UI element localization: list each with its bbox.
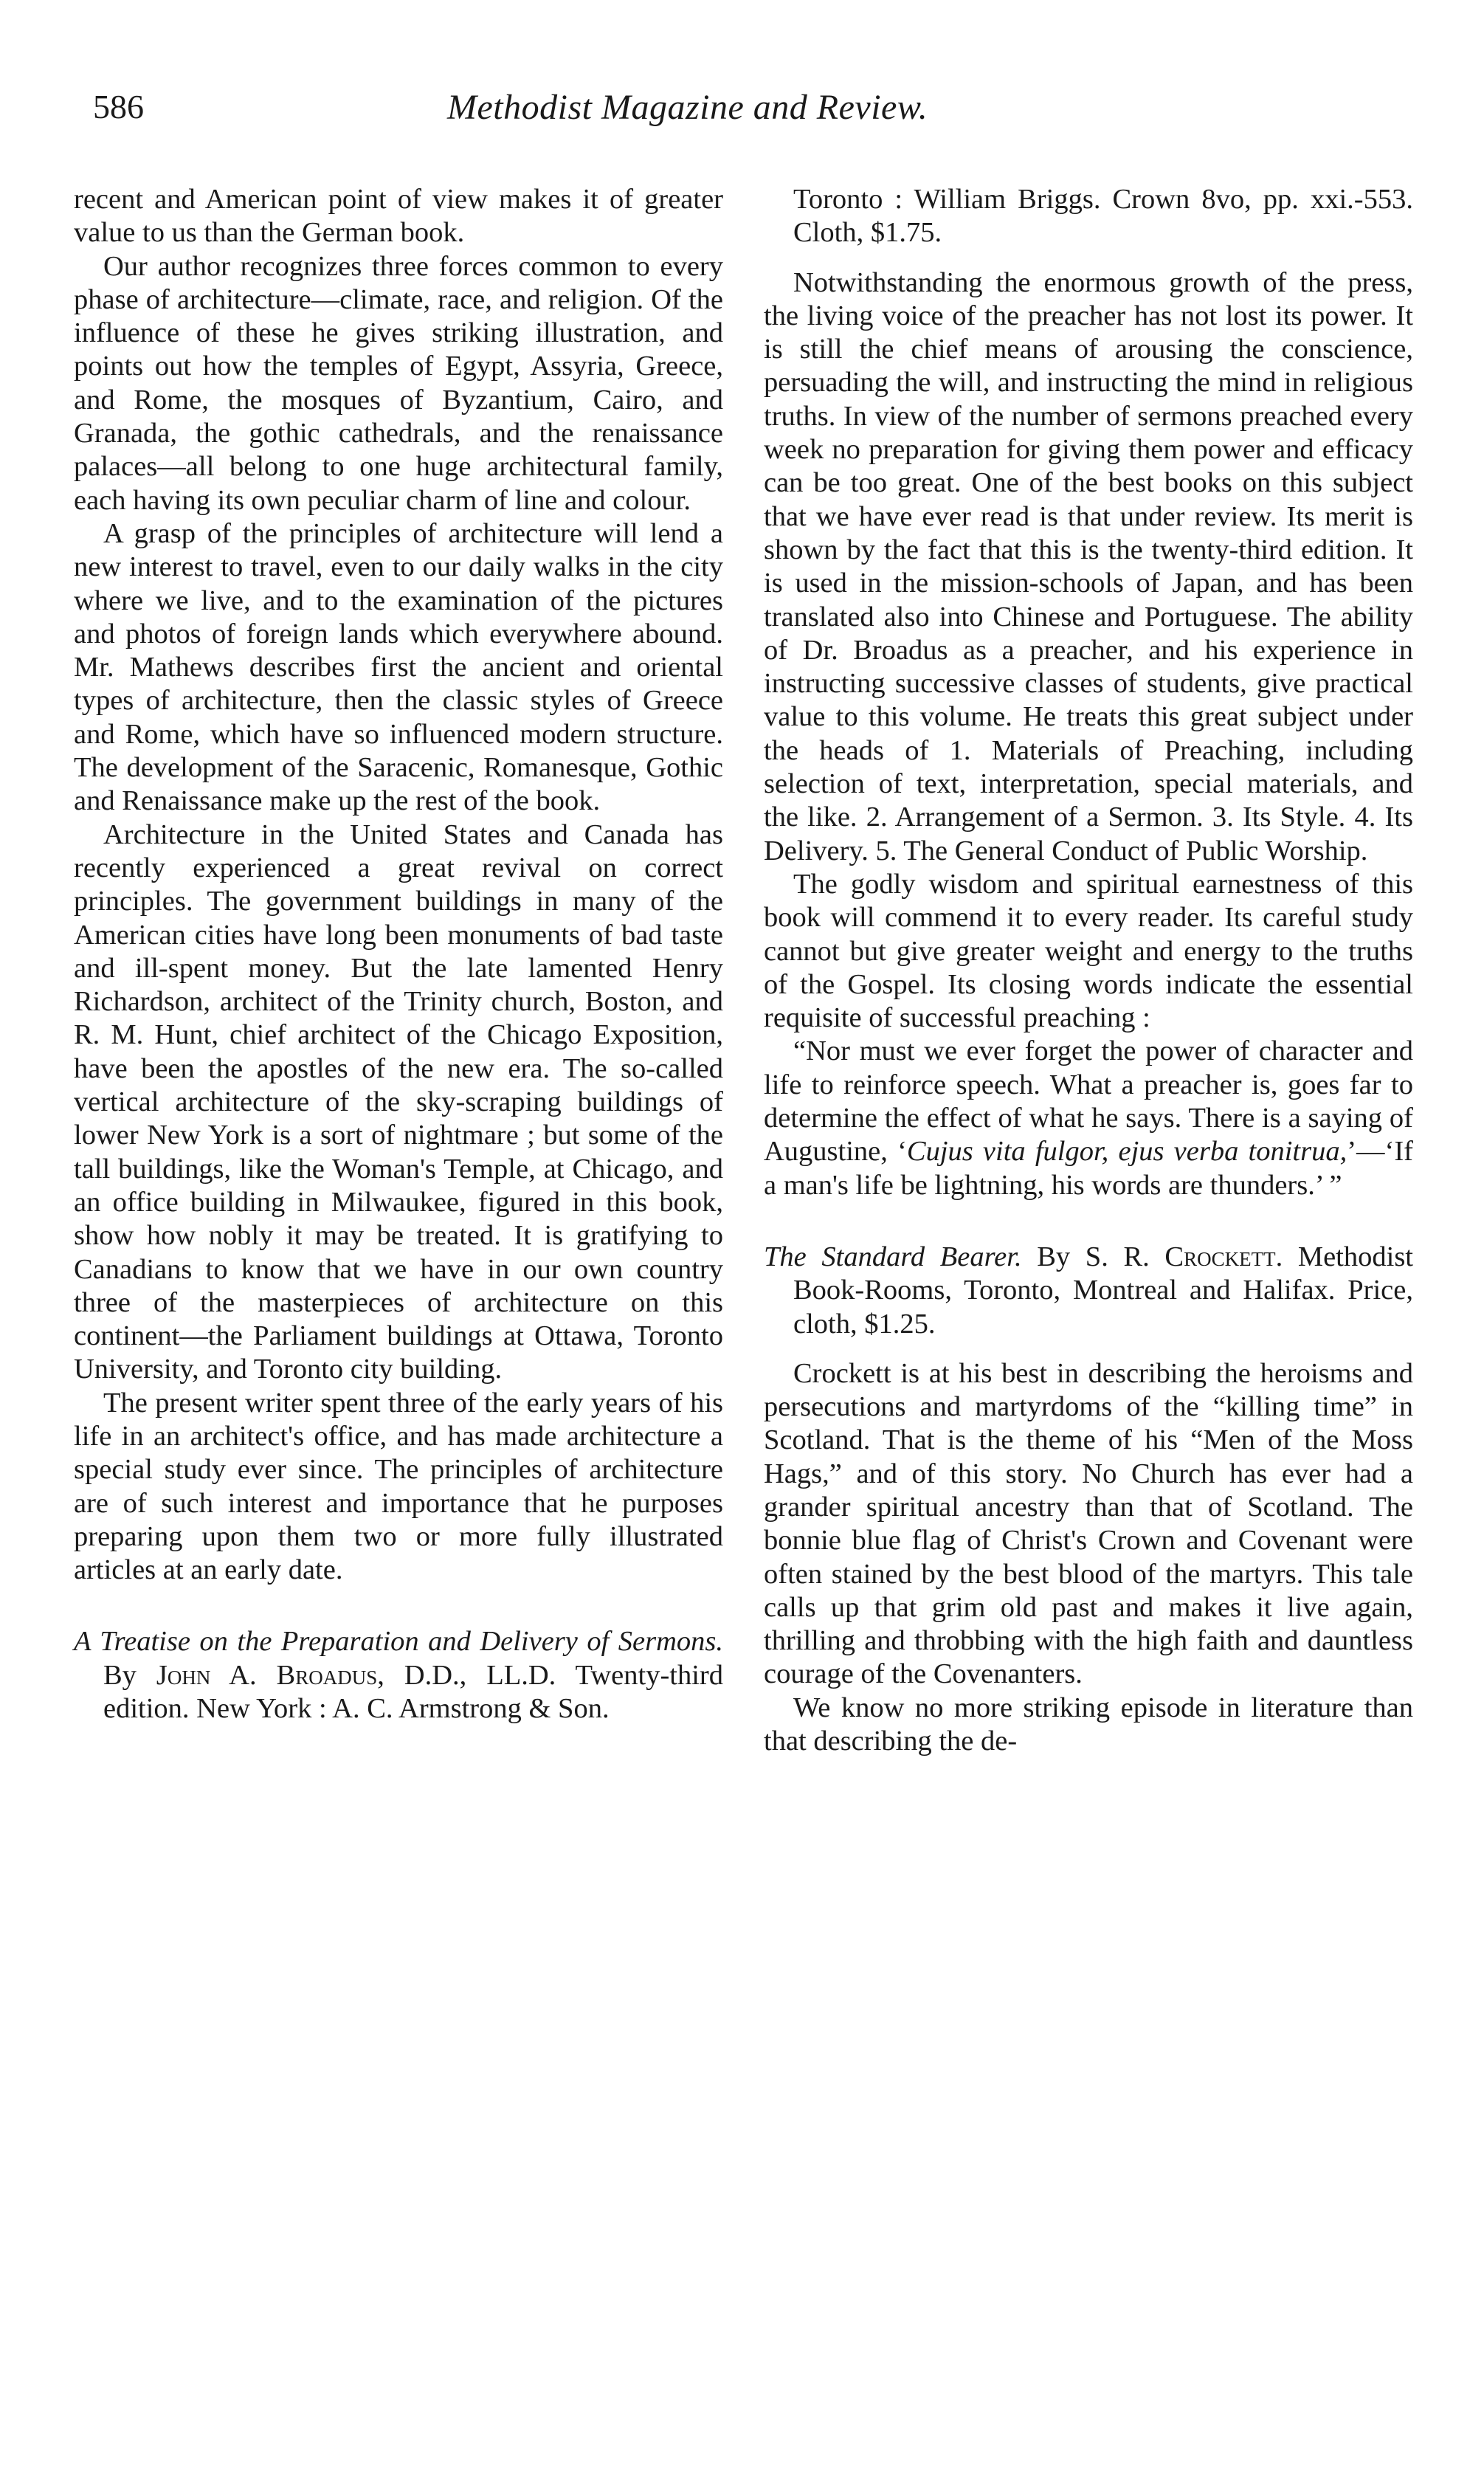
running-title: Methodist Magazine and Review. (447, 88, 928, 127)
paragraph: Our author recognizes three forces common to every phase of architecture—climate, race, and religion. Of the influence of these he gives striking illustration, and points out how the temples of Egypt, Assyria, Greece, and Rome, the mosques of Byzantium, Cairo, and Granada, the gothic cathedrals, and the renaissance palaces—all belong to one huge architectural family, each having its own peculiar charm of line and colour. (74, 250, 723, 516)
latin-quote: Cujus vita fulgor, ejus verba tonitrua, (906, 1136, 1347, 1168)
book-details: , D.D., LL.D. Twenty-third edition. New York : A. C. Armstrong & Son. (103, 1659, 723, 1725)
section-gap (74, 1587, 723, 1625)
paragraph: The godly wisdom and spiritual earnestness of this book will commend it to every reader. Its careful study cannot but give greater weight and energy to the truths of the Gospel. Its closing words indicate the essential requisite of successful preaching : (764, 868, 1413, 1034)
paragraph: recent and American point of view makes it of greater value to us than the German book. (74, 184, 723, 249)
left-column (74, 183, 723, 1726)
page-header (93, 87, 1414, 139)
book-publisher: Toronto : William Briggs. Crown 8vo, pp. xxi.-553. Cloth, $1.75. (793, 184, 1413, 249)
paragraph: We know no more striking episode in literature than that describing the de- (764, 1692, 1413, 1757)
right-column (764, 183, 1413, 1758)
book-review-heading (764, 1241, 1413, 1341)
paragraph: The present writer spent three of the early years of his life in an architect's office, and has made architecture a special study ever since. The principles of architecture are of such interest and importance that he purposes preparing upon them two or more fully illustrated articles at an early date. (74, 1387, 723, 1586)
book-title: The Standard Bearer. (764, 1241, 1022, 1272)
book-author: Crockett. (1164, 1241, 1283, 1272)
quote-text: “Nor must we ever forget the power of character and life to reinforce speech. What a preacher is, goes far to determine the effect of what he says. There is a saying of Augustine, ‘ (764, 1035, 1413, 1168)
book-author: John A. Broadus (156, 1659, 378, 1691)
section-gap (764, 1341, 1413, 1357)
book-review-heading (74, 1625, 723, 1726)
book-details: Methodist Book-Rooms, Toronto, Montreal and Halifax. Price, cloth, $1.25. (793, 1241, 1413, 1340)
paragraph: Architecture in the United States and Canada has recently experienced a great revival on correct principles. The government buildings in many of the American cities have long been monuments of bad taste and ill-spent money. But the late lamented Henry Richardson, architect of the Trinity church, Boston, and R. M. Hunt, chief architect of the Chicago Exposition, have been the apostles of the new era. The so-called vertical architecture of the sky-scraping buildings of lower New York is a sort of nightmare ; but some of the tall buildings, like the Woman's Temple, at Chicago, and an office building in Milwaukee, figured in this book, show how nobly it may be treated. It is gratifying to Canadians to know that we have in our own country three of the masterpieces of architecture on this continent—the Parliament buildings at Ottawa, Toronto University, and Toronto city building. (74, 818, 723, 1385)
paragraph: A grasp of the principles of architecture will lend a new interest to travel, even to our daily walks in the city where we live, and to the examination of the pictures and photos of foreign lands which everywhere abound. Mr. Mathews describes first the ancient and oriental types of architecture, then the classic styles of Greece and Rome, which have so influenced modern structure. The development of the Saracenic, Romanesque, Gothic and Renaissance make up the rest of the book. (74, 517, 723, 817)
book-by: By S. R. (1021, 1241, 1165, 1272)
section-gap (764, 1202, 1413, 1241)
paragraph: Notwithstanding the enormous growth of the press, the living voice of the preacher has not lost its power. It is still the chief means of arousing the conscience, persuading the will, and instructing the mind in religious truths. In view of the number of sermons preached every week no preparation for giving them power and efficacy can be too great. One of the best books on this subject that we have ever read is that under review. Its merit is shown by the fact that this is the twenty-third edition. It is used in the mission-schools of Japan, and has been translated also into Chinese and Portuguese. The ability of Dr. Broadus as a preacher, and his experience in instructing successive classes of students, give practical value to this volume. He treats this great subject under the heads of 1. Materials of Preaching, including selection of text, interpretation, special materials, and the like. 2. Arrangement of a Sermon. 3. Its Style. 4. Its Delivery. 5. The General Conduct of Public Worship. (764, 266, 1413, 866)
paragraph: Crockett is at his best in describing the heroisms and persecutions and martyrdoms of the “killing time” in Scotland. That is the theme of his “Men of the Moss Hags,” and of this story. No Church has ever had a grander spiritual ancestry than that of Scotland. The bonnie blue flag of Christ's Crown and Covenant were often stained by the best blood of the martyrs. This tale calls up that grim old past and makes it live again, thrilling and throbbing with the high faith and dauntless courage of the Covenanters. (764, 1357, 1413, 1690)
section-gap (764, 250, 1413, 266)
book-by: By (103, 1659, 156, 1691)
book-title: A Treatise on the Preparation and Delivery of Sermons. (74, 1626, 723, 1658)
page-number: 586 (93, 88, 144, 125)
quote-text: ’—‘If a man's life be lightning, his words are thunders.’ ” (764, 1136, 1413, 1201)
block-quote (764, 1035, 1413, 1202)
